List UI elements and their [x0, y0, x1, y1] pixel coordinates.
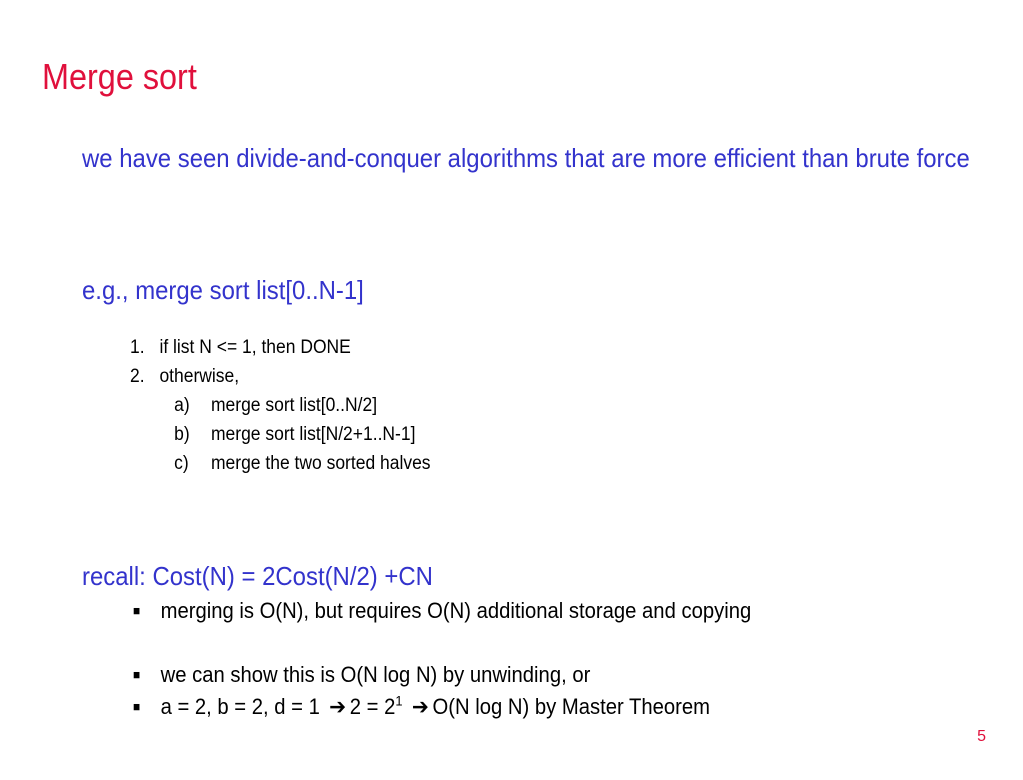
- list-item: [133, 659, 751, 691]
- exponent: 1: [395, 692, 403, 709]
- list-item: [133, 691, 751, 723]
- recall-bullets: [133, 595, 751, 723]
- list-item: [133, 595, 751, 627]
- substep-letter: c): [174, 453, 189, 474]
- bullet-text: we can show this is O(N log N) by unwinding, or: [160, 662, 591, 687]
- list-item: [174, 449, 430, 478]
- square-bullet-icon: ■: [133, 603, 141, 618]
- page-number: 5: [977, 728, 986, 745]
- substeps-container: [130, 391, 431, 478]
- step-number: 1.: [130, 337, 145, 358]
- master-params: a = 2, b = 2, d = 1: [160, 694, 320, 719]
- step-text: otherwise,: [159, 366, 240, 387]
- list-item: [130, 333, 431, 362]
- bullet-text: merging is O(N), but requires O(N) additional storage and copying: [160, 598, 752, 623]
- step-number: 2.: [130, 366, 145, 387]
- recall-heading: recall: Cost(N) = 2Cost(N/2) +CN: [82, 561, 433, 591]
- example-heading: e.g., merge sort list[0..N-1]: [82, 275, 364, 305]
- intro-text: we have seen divide-and-conquer algorithms that are more efficient than brute force: [82, 143, 970, 173]
- list-item: [174, 420, 430, 449]
- algorithm-steps: [130, 333, 431, 478]
- right-arrow-icon: ➔: [411, 694, 429, 719]
- square-bullet-icon: ■: [133, 699, 141, 714]
- square-bullet-icon: ■: [133, 667, 141, 682]
- list-item: [130, 362, 431, 391]
- right-arrow-icon: ➔: [329, 694, 347, 719]
- sub-steps: [130, 391, 431, 478]
- step-text: if list N <= 1, then DONE: [159, 337, 351, 358]
- substep-letter: a): [174, 395, 190, 416]
- substep-text: merge the two sorted halves: [210, 453, 431, 474]
- master-comparison: 2 = 2: [349, 694, 396, 719]
- master-result: O(N log N) by Master Theorem: [432, 694, 710, 719]
- substep-text: merge sort list[0..N/2]: [210, 395, 378, 416]
- substep-text: merge sort list[N/2+1..N-1]: [210, 424, 416, 445]
- list-item: [174, 391, 430, 420]
- slide-title: Merge sort: [42, 56, 197, 97]
- substep-letter: b): [174, 424, 190, 445]
